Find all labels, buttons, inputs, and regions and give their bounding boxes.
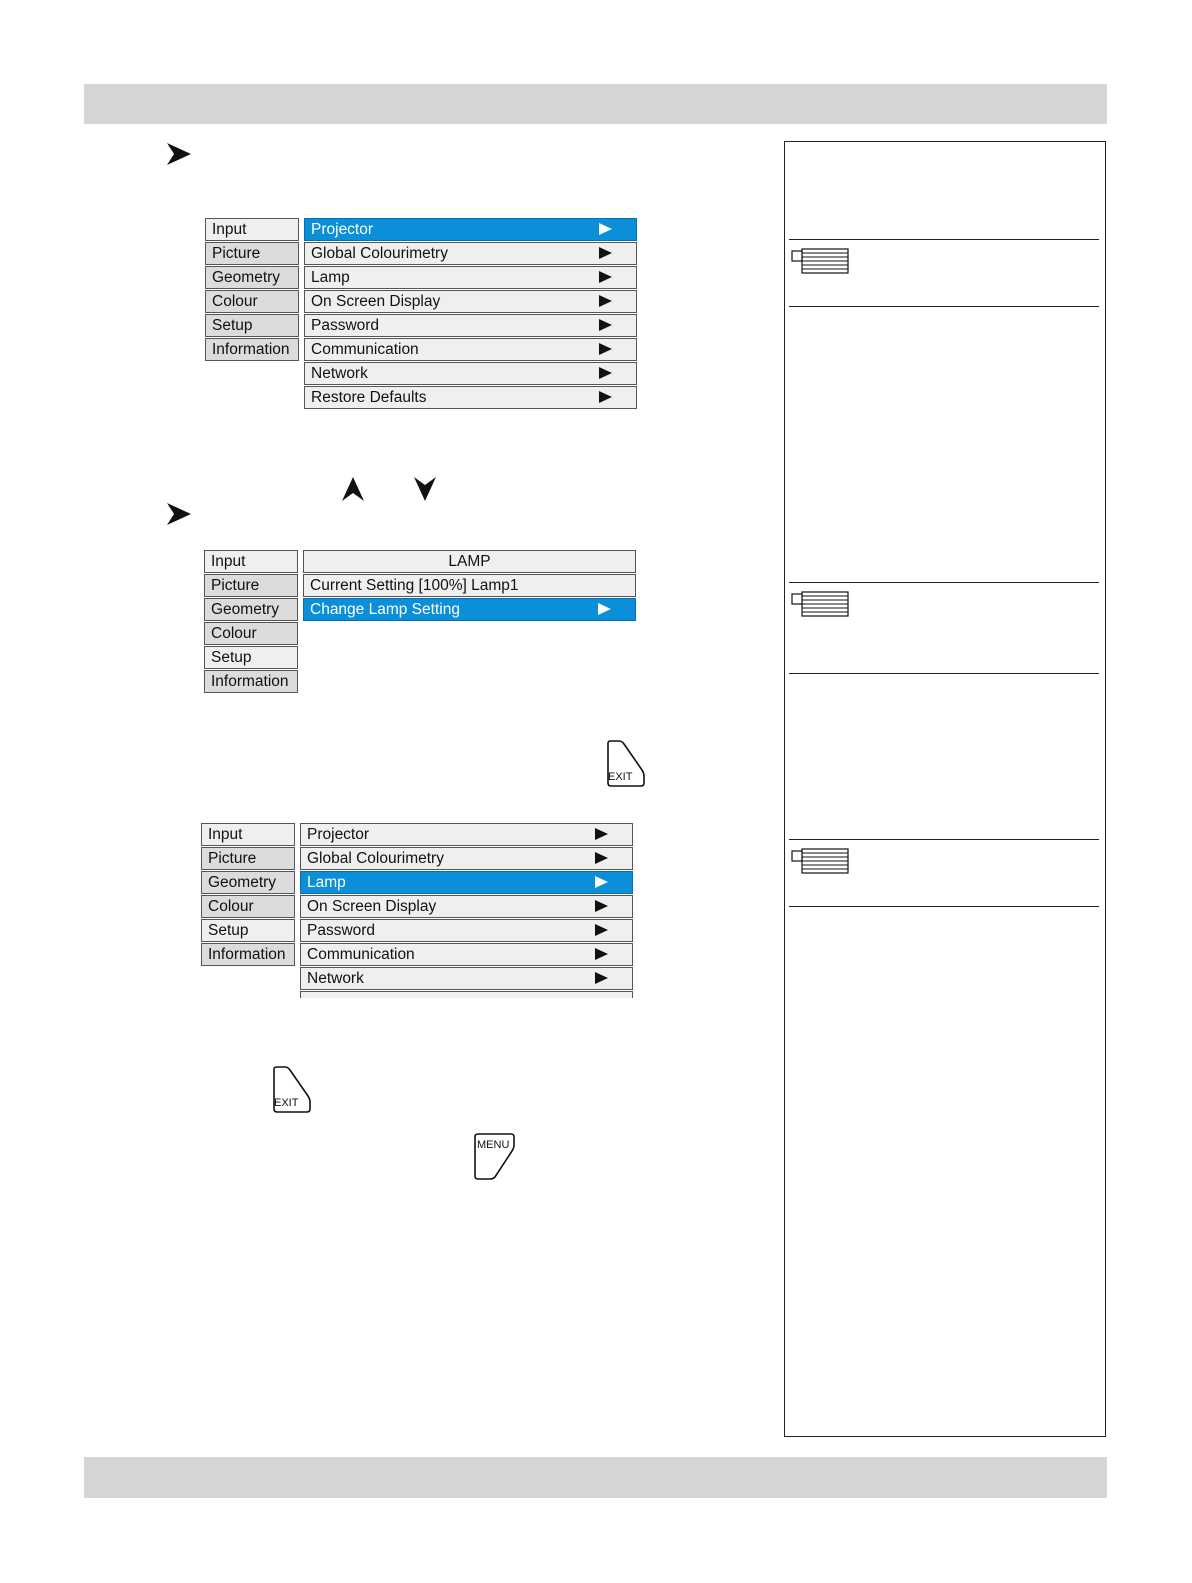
menu-item-password[interactable]	[304, 314, 637, 337]
lamp-submenu	[303, 550, 636, 622]
triangle-right-icon	[595, 852, 608, 864]
divider	[789, 239, 1099, 240]
menu-item-restore-defaults[interactable]	[304, 386, 637, 409]
menu-item-on-screen-display[interactable]	[304, 290, 637, 313]
menu-item-projector[interactable]	[304, 218, 637, 241]
menu-item-label: Global Colourimetry	[311, 245, 448, 262]
divider	[789, 673, 1099, 674]
menu-category-list	[201, 823, 295, 967]
exit-key[interactable]	[270, 1066, 312, 1114]
triangle-right-icon	[599, 271, 612, 283]
menu-item-communication[interactable]	[304, 338, 637, 361]
exit-key-label: EXIT	[608, 771, 633, 783]
triangle-right-icon	[598, 603, 611, 615]
menu-category-list	[204, 550, 298, 694]
triangle-right-icon	[599, 247, 612, 259]
note-icon	[791, 248, 849, 274]
category-information[interactable]: Information	[205, 338, 299, 361]
menu-item-label: Network	[311, 365, 368, 382]
menu-item-projector[interactable]	[300, 823, 633, 846]
category-geometry[interactable]: Geometry	[201, 871, 295, 894]
divider	[789, 839, 1099, 840]
menu-item-global-colourimetry[interactable]	[300, 847, 633, 870]
category-input[interactable]: Input	[201, 823, 295, 846]
chevron-up-icon	[340, 476, 366, 502]
exit-key-label: EXIT	[274, 1097, 299, 1109]
triangle-right-icon	[595, 924, 608, 936]
menu-item-label: On Screen Display	[307, 898, 437, 915]
side-notes-panel	[784, 141, 1106, 1437]
triangle-right-icon	[599, 391, 612, 403]
menu-item-label: Projector	[307, 826, 370, 843]
menu-item-lamp[interactable]	[300, 871, 633, 894]
triangle-right-icon	[599, 367, 612, 379]
category-picture[interactable]: Picture	[204, 574, 298, 597]
category-picture[interactable]: Picture	[205, 242, 299, 265]
category-colour[interactable]: Colour	[204, 622, 298, 645]
header-band	[84, 84, 1107, 124]
category-information[interactable]: Information	[204, 670, 298, 693]
menu-item-global-colourimetry[interactable]	[304, 242, 637, 265]
menu-item-label: Password	[311, 317, 380, 334]
chevron-down-icon	[412, 476, 438, 502]
setup-submenu	[300, 823, 633, 998]
category-geometry[interactable]: Geometry	[204, 598, 298, 621]
menu-item-label: Global Colourimetry	[307, 850, 444, 867]
footer-band	[84, 1457, 1107, 1498]
triangle-right-icon	[595, 876, 608, 888]
menu-item-label: On Screen Display	[311, 293, 441, 310]
menu-item-label: Projector	[311, 221, 374, 238]
menu-item-label: Password	[307, 922, 376, 939]
category-input[interactable]: Input	[204, 550, 298, 573]
menu-item-cropped	[300, 991, 633, 998]
current-lamp-setting	[303, 574, 636, 597]
triangle-right-icon	[595, 948, 608, 960]
triangle-right-icon	[595, 828, 608, 840]
triangle-right-icon	[595, 972, 608, 984]
menu-item-lamp[interactable]	[304, 266, 637, 289]
arrow-right-icon	[166, 502, 192, 526]
triangle-right-icon	[599, 343, 612, 355]
menu-item-label: Communication	[311, 341, 419, 358]
menu-item-label: Change Lamp Setting	[310, 601, 460, 618]
menu-category-list	[205, 218, 299, 362]
menu-key-label: MENU	[477, 1139, 510, 1151]
main-menu-lamp-selected-clip	[201, 823, 641, 998]
menu-item-password[interactable]	[300, 919, 633, 942]
triangle-right-icon	[595, 900, 608, 912]
menu-item-communication[interactable]	[300, 943, 633, 966]
menu-item-label: Network	[307, 970, 364, 987]
menu-key[interactable]	[473, 1133, 517, 1181]
menu-item-label: Communication	[307, 946, 415, 963]
setup-submenu	[304, 218, 637, 410]
divider	[789, 306, 1099, 307]
category-setup[interactable]: Setup	[205, 314, 299, 337]
menu-item-label: Restore Defaults	[311, 389, 427, 406]
category-setup[interactable]: Setup	[201, 919, 295, 942]
category-colour[interactable]: Colour	[201, 895, 295, 918]
divider	[789, 906, 1099, 907]
note-icon	[791, 591, 849, 617]
category-picture[interactable]: Picture	[201, 847, 295, 870]
menu-item-change-lamp-setting[interactable]	[303, 598, 636, 621]
triangle-right-icon	[599, 223, 612, 235]
arrow-right-icon	[166, 142, 192, 166]
menu-item-network[interactable]	[300, 967, 633, 990]
triangle-right-icon	[599, 295, 612, 307]
menu-item-label: Lamp	[307, 874, 346, 891]
menu-item-network[interactable]	[304, 362, 637, 385]
category-colour[interactable]: Colour	[205, 290, 299, 313]
divider	[789, 582, 1099, 583]
note-icon	[791, 848, 849, 874]
menu-item-label: Current Setting [100%] Lamp1	[310, 577, 519, 594]
category-geometry[interactable]: Geometry	[205, 266, 299, 289]
category-information[interactable]: Information	[201, 943, 295, 966]
exit-key[interactable]	[604, 740, 646, 788]
menu-item-label: Lamp	[311, 269, 350, 286]
category-setup[interactable]: Setup	[204, 646, 298, 669]
triangle-right-icon	[599, 319, 612, 331]
category-input[interactable]: Input	[205, 218, 299, 241]
menu-item-on-screen-display[interactable]	[300, 895, 633, 918]
lamp-menu-header: LAMP	[303, 550, 636, 573]
